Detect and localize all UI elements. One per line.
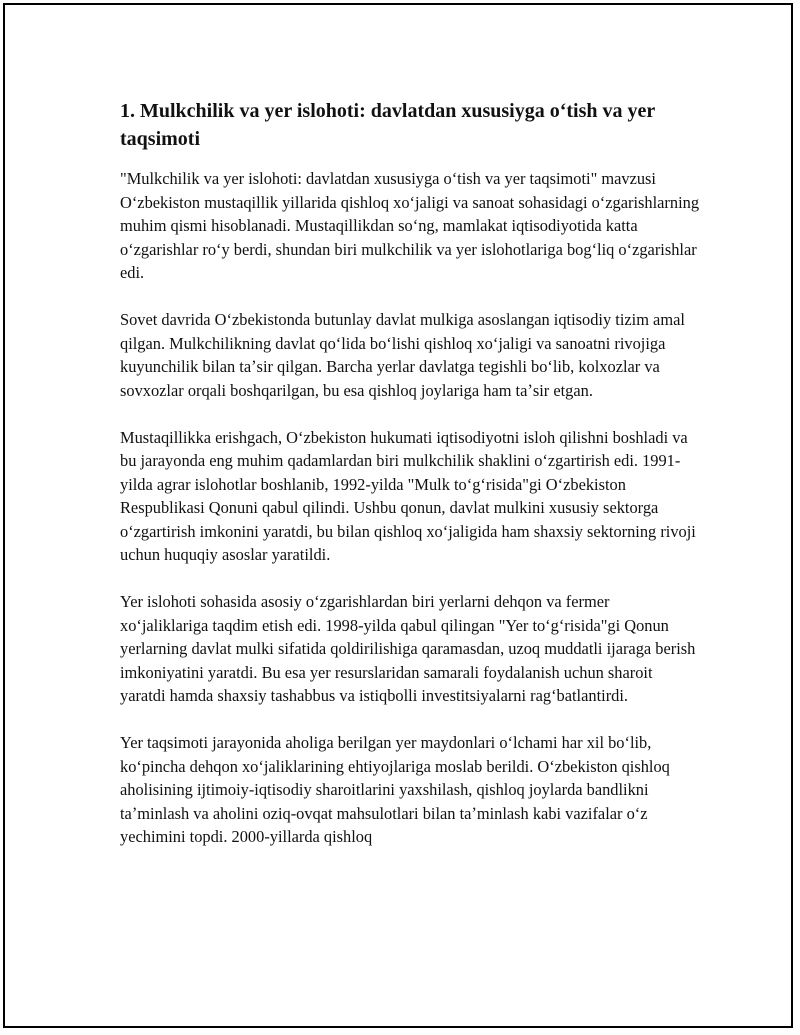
paragraph-5: Yer taqsimoti jarayonida aholiga berilgan yer maydonlari oʻlchami har xil boʻlib, koʻpincha dehqon xoʻjaliklarining ehtiyojlariga moslab berildi. Oʻzbekiston qishloq aholisining ijtimoiy-iqtisodiy sharoitlarini yaxshilash, qishloq joylarda bandlikni taʼminlash va aholini oziq-ovqat mahsulotlari bilan taʼminlash kabi vazifalar oʻz yechimini topdi. 2000-yillarda qishloq <box>120 733 670 846</box>
paragraph-1: "Mulkchilik va yer islohoti: davlatdan xususiyga oʻtish va yer taqsimoti" mavzusi Oʻzbekiston mustaqillik yillarida qishloq xoʻjaligi va sanoat sohasidagi oʻzgarishlarning muhim qismi hisoblanadi. Mustaqillikdan soʻng, mamlakat iqtisodiyotida katta oʻzgarishlar roʻy berdi, shundan biri mulkchilik va yer islohotlariga bogʻliq oʻzgarishlar edi. <box>120 169 700 282</box>
page-frame <box>3 3 793 1028</box>
paragraph-3: Mustaqillikka erishgach, Oʻzbekiston hukumati iqtisodiyotni isloh qilishni boshladi va bu jarayonda eng muhim qadamlardan biri mulkchilik shaklini oʻzgartirish edi. 1991-yilda agrar islohotlar boshlanib, 1992-yilda "Mulk toʻgʻrisida"gi Oʻzbekiston Respublikasi Qonuni qabul qilindi. Ushbu qonun, davlat mulkini xususiy sektorga oʻzgartirish imkonini yaratdi, bu bilan qishloq xoʻjaligida ham shaxsiy sektorning rivoji uchun huquqiy asoslar yaratildi. <box>120 427 696 564</box>
document-title: 1. Mulkchilik va yer islohoti: davlatdan xususiyga oʻtish va yer taqsimoti <box>120 100 655 150</box>
paragraph-2: Sovet davrida Oʻzbekistonda butunlay davlat mulkiga asoslangan iqtisodiy tizim amal qilgan. Mulkchilikning davlat qoʻlida boʻlishi qishloq xoʻjaligi va sanoatni rivojiga kuyunchilik bilan taʼsir qilgan. Barcha yerlar davlatga tegishli boʻlib, kolxozlar va sovxozlar orqali boshqarilgan, bu esa qishloq joylariga ham taʼsir etgan. <box>120 310 685 400</box>
document-body <box>120 97 700 872</box>
paragraph-4: Yer islohoti sohasida asosiy oʻzgarishlardan biri yerlarni dehqon va fermer xoʻjaliklariga taqdim etish edi. 1998-yilda qabul qilingan "Yer toʻgʻrisida"gi Qonun yerlarning davlat mulki sifatida qoldirilishiga qaramasdan, uzoq muddatli ijaraga berish imkoniyatini yaratdi. Bu esa yer resurslaridan samarali foydalanish uchun sharoit yaratdi hamda shaxsiy tashabbus va istiqbolli investitsiyalarni ragʻbatlantirdi. <box>120 592 696 705</box>
